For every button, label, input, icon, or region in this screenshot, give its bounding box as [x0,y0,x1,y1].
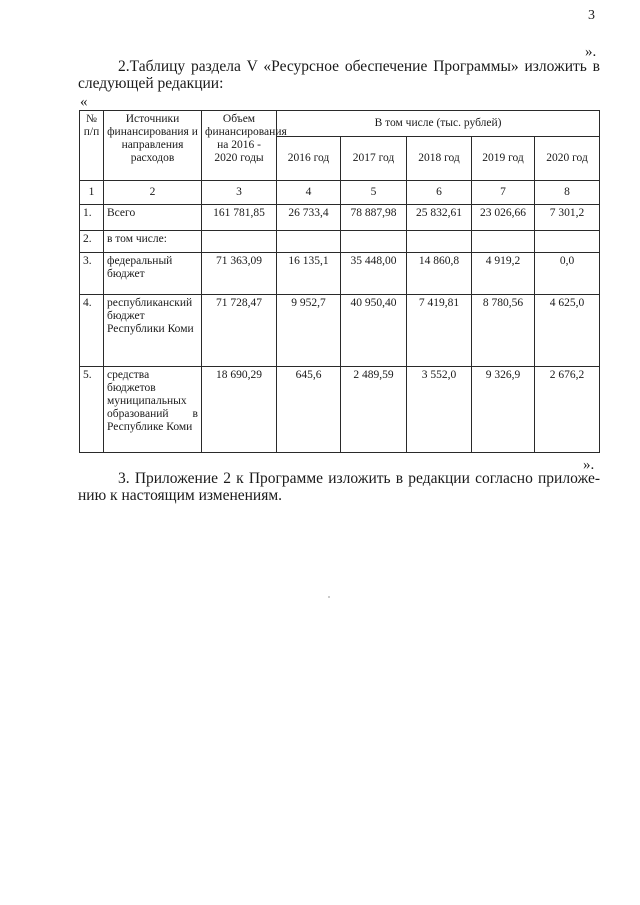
row-source: средства бюджетов муниципальных образований в Республике Коми [104,367,202,453]
header-num: № п/п [80,111,104,181]
closing-quote-top: ». [585,44,597,60]
row-source: Всего [104,205,202,231]
table-row [80,231,600,253]
header-year: 2016 год [277,137,341,181]
row-value: 25 832,61 [407,205,472,231]
index-cell: 1 [80,181,104,205]
header-year: 2017 год [341,137,407,181]
header-year: 2020 год [535,137,600,181]
row-value: 26 733,4 [277,205,341,231]
index-cell: 5 [341,181,407,205]
row-value: 3 552,0 [407,367,472,453]
row-num: 2. [80,231,104,253]
index-cell: 4 [277,181,341,205]
row-num: 4. [80,295,104,367]
row-value [277,231,341,253]
row-value: 7 301,2 [535,205,600,231]
header-year: 2018 год [407,137,472,181]
paragraph-table-intro [78,58,600,92]
row-value: 14 860,8 [407,253,472,295]
paragraph-appendix-line2: нию к настоящим изменениям. [78,487,283,504]
row-volume: 18 690,29 [202,367,277,453]
row-num: 5. [80,367,104,453]
row-value: 8 780,56 [472,295,535,367]
row-value [341,231,407,253]
row-volume: 71 363,09 [202,253,277,295]
row-value [407,231,472,253]
index-cell: 7 [472,181,535,205]
row-value: 78 887,98 [341,205,407,231]
row-num: 3. [80,253,104,295]
row-volume: 71 728,47 [202,295,277,367]
resource-table [79,110,600,453]
row-source: федеральный бюджет [104,253,202,295]
index-cell: 6 [407,181,472,205]
row-num: 1. [80,205,104,231]
row-value: 4 625,0 [535,295,600,367]
header-year: 2019 год [472,137,535,181]
row-value: 4 919,2 [472,253,535,295]
scan-speck [328,596,330,598]
page-number: 3 [588,8,595,23]
paragraph-table-intro-line1: 2.Таблицу раздела V «Ресурсное обеспечение Программы» изложить в [118,58,600,75]
index-cell: 3 [202,181,277,205]
table-row [80,253,600,295]
header-source: Источники финансирования и направления расходов [104,111,202,181]
row-value: 9 326,9 [472,367,535,453]
row-value: 23 026,66 [472,205,535,231]
table-row [80,367,600,453]
paragraph-appendix-line1: 3. Приложение 2 к Программе изложить в редакции согласно приложе- [118,470,600,487]
table-row [80,205,600,231]
table-row [80,295,600,367]
row-volume [202,231,277,253]
row-value: 2 489,59 [341,367,407,453]
row-value: 7 419,81 [407,295,472,367]
row-volume: 161 781,85 [202,205,277,231]
paragraph-appendix [78,470,600,504]
opening-quote: « [80,94,88,110]
row-source: в том числе: [104,231,202,253]
row-value: 645,6 [277,367,341,453]
row-value [472,231,535,253]
row-value: 0,0 [535,253,600,295]
header-volume: Объем финансирования на 2016 - 2020 годы [202,111,277,181]
index-cell: 8 [535,181,600,205]
row-value: 40 950,40 [341,295,407,367]
index-cell: 2 [104,181,202,205]
index-row [80,181,600,205]
header-group: В том числе (тыс. рублей) [277,111,600,137]
row-value [535,231,600,253]
row-value: 2 676,2 [535,367,600,453]
row-value: 9 952,7 [277,295,341,367]
row-source: республиканский бюджет Республики Коми [104,295,202,367]
closing-quote-bottom: ». [583,457,595,473]
row-value: 16 135,1 [277,253,341,295]
row-value: 35 448,00 [341,253,407,295]
paragraph-table-intro-line2: следующей редакции: [78,75,224,92]
